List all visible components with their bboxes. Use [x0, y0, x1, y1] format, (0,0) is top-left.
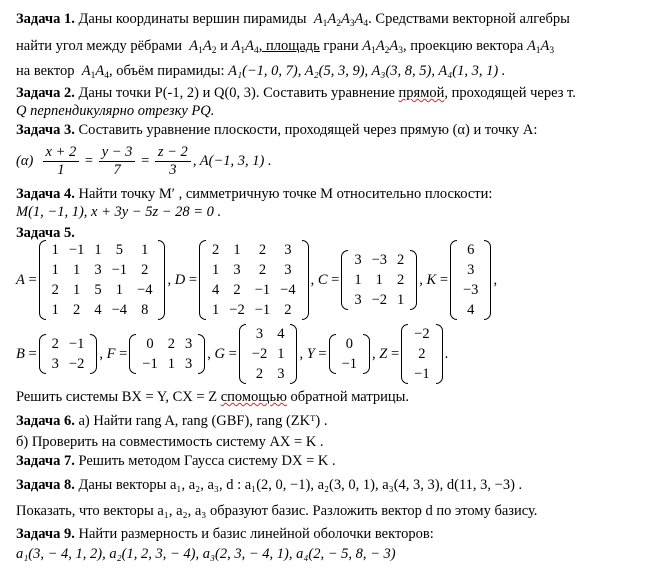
matrix-A-cell: −1 [111, 262, 128, 278]
matrix-D-cell: −1 [254, 302, 271, 318]
task7-label: Задача 7. [16, 453, 75, 469]
task3-equation: (α) $\frac{x + 2}{1}$ = $\frac{y - 3}{7}$ = $\frac{z - 2}{3}$ , A(−1, 3, 1) . [16, 143, 272, 178]
matrix-A-cell: 2 [141, 262, 149, 278]
pyramid-name: $A_1A_2A_3A_4$ [310, 11, 369, 29]
matrix-A-cell: 1 [115, 282, 123, 298]
matrix-D-cell: 1 [212, 302, 220, 318]
task4-label: Задача 4. [16, 186, 75, 202]
task6-line1: Задача 6. а) Найти rang A, rang (GBF), rang (ZKᵀ) . [16, 413, 328, 429]
matrix-A-cell: 4 [94, 302, 102, 318]
matrix-A-cell: 1 [141, 242, 149, 258]
task1-text-c: найти угол между рёбрами [16, 38, 182, 54]
task8-line2: Показать, что векторы a₁, a₂, a₃ образуют базис. Разложить вектор d по этому базису. [16, 503, 538, 519]
matrix-A-cell: 1 [94, 242, 102, 258]
matrix-D-cell: 2 [212, 242, 220, 258]
matrix-C-cell: −3 [371, 252, 388, 268]
matrix-A-cell: 2 [51, 282, 59, 298]
matrix-C-cell: 2 [397, 272, 405, 288]
task8-line1: Задача 8. Даны векторы a₁, a₂, a₃, d : a₁(2, 0, −1), a₂(3, 0, 1), a₃(4, 3, 3), d(11, 3, −3) . [16, 477, 523, 493]
matrix-A-cell: 1 [73, 282, 81, 298]
task5-solve: Решить системы BX = Y, CX = Z спомощью обратной матрицы. [16, 389, 410, 405]
matrix-D-cell: −4 [280, 282, 296, 298]
matrix-G-cell: 4 [277, 326, 285, 342]
matrix-G-cell: 3 [277, 366, 285, 382]
matrix-C-cell: −2 [371, 292, 388, 308]
task7-line1: Задача 7. Решить методом Гаусса систему DX = K . [16, 453, 336, 469]
task4-line2: M(1, −1, 1), x + 3y − 5z − 28 = 0 . [16, 204, 222, 220]
matrix-Z [401, 324, 442, 384]
matrix-A-cell: 1 [73, 262, 81, 278]
matrix-D-cell: 3 [284, 262, 292, 278]
matrix-A-cell: −4 [111, 302, 128, 318]
matrix-K-cell: 3 [467, 262, 475, 278]
matrix-A-cell: 5 [94, 282, 102, 298]
matrix-D-cell: 2 [258, 262, 267, 278]
matrix-B-cell: −1 [68, 336, 85, 352]
matrix-A-cell: 1 [51, 242, 59, 258]
task1-points: A₁(−1, 0, 7), A₂(5, 3, 9), A₃(3, 8, 5), A₄(1, 3, 1) . [228, 63, 506, 79]
matrix-C-cell: 1 [354, 272, 362, 288]
matrix-A-cell: −1 [68, 242, 85, 258]
matrix-G-cell: −2 [251, 346, 268, 362]
matrix-D-cell: 4 [212, 282, 220, 298]
matrix-F-cell: 3 [184, 336, 193, 352]
matrix-F-cell: 1 [167, 356, 175, 372]
matrix-Y-cell: 0 [345, 336, 353, 352]
matrix-D-cell: 3 [233, 262, 241, 278]
matrix-Y-cell: −1 [341, 356, 358, 372]
matrix-A-cell: −4 [137, 282, 153, 298]
matrix-C [341, 250, 417, 310]
matrix-A-cell: 1 [51, 262, 59, 278]
task1-line1 [16, 10, 570, 33]
matrix-D-cell: 2 [258, 242, 267, 258]
matrix-Y [329, 334, 370, 374]
matrix-C-cell: 3 [354, 292, 362, 308]
matrices-row2: B = 2 −1 3 −2 , F = 0 2 3 −1 1 3 , G = 3 4 −2 1 2 3 , Y = 0 −1 , Z = −2 2 −1 . [16, 326, 449, 382]
matrix-D-cell: −2 [229, 302, 245, 318]
matrix-F-cell: −1 [142, 356, 158, 372]
matrix-A-cell: 5 [115, 242, 123, 258]
matrix-F-cell: 0 [146, 336, 154, 352]
matrix-D-cell: 3 [284, 242, 292, 258]
task6-line2: б) Проверить на совместимость систему AX = K . [16, 434, 324, 450]
matrix-D-cell: 2 [233, 282, 241, 298]
matrix-D [199, 240, 309, 320]
matrix-K [450, 240, 491, 320]
matrix-A [39, 240, 166, 320]
task8-label: Задача 8. [16, 477, 75, 493]
matrix-B-cell: −2 [68, 356, 85, 372]
matrix-D-cell: 2 [284, 302, 292, 318]
task1-line2: найти угол между рёбрами $A_1A_2$ и $A_1A_4$, площадь грани $A_1A_2A_3$, проекцию вектора $A_1A_3$ [16, 38, 555, 56]
matrix-D-cell: 1 [233, 242, 241, 258]
matrix-G-cell: 3 [255, 326, 264, 342]
matrix-G [239, 324, 298, 384]
matrix-F-cell: 3 [184, 356, 193, 372]
matrix-C-cell: 1 [375, 272, 383, 288]
matrix-F-cell: 2 [167, 336, 175, 352]
matrices-row1: A = 1 −1 1 5 1 1 1 3 −1 2 2 1 5 1 −4 1 2 4 −4 8 , D = 2 1 2 3 1 3 2 3 4 2 −1 −4 1 −2 −1 2 , C = 3 −3 2 1 1 2 3 −2 1 , K = 6 3 −3 4 , [16, 242, 498, 318]
matrix-G-cell: 2 [255, 366, 264, 382]
matrix-B-cell: 2 [51, 336, 59, 352]
task2-line2: Q перпендикулярно отрезку PQ. [16, 103, 215, 119]
matrix-C-cell: 3 [354, 252, 362, 268]
task1-label: Задача 1. [16, 11, 75, 27]
task2-line1: Задача 2. Даны точки P(-1, 2) и Q(0, 3). Составить уравнение прямой, проходящей через т. [16, 85, 576, 101]
task6-label: Задача 6. [16, 413, 75, 429]
task9-line1: Задача 9. Найти размерность и базис линейной оболочки векторов: [16, 526, 434, 542]
matrix-A-cell: 8 [141, 302, 149, 318]
matrix-K-cell: −3 [463, 282, 479, 298]
matrix-D-cell: 1 [212, 262, 220, 278]
matrix-B [39, 334, 98, 374]
task9-line2: a₁(3, − 4, 1, 2), a₂(1, 2, 3, − 4), a₃(2, 3, − 4, 1), a₄(2, − 5, 8, − 3) [16, 546, 396, 562]
matrix-D-cell: −1 [254, 282, 271, 298]
task9-label: Задача 9. [16, 526, 75, 542]
matrix-B-cell: 3 [51, 356, 59, 372]
task1-text-b: . Средствами векторной алгебры [368, 11, 570, 27]
task2-label: Задача 2. [16, 85, 75, 101]
matrix-C-cell: 2 [397, 252, 405, 268]
matrix-A-cell: 2 [73, 302, 81, 318]
matrix-G-cell: 1 [277, 346, 285, 362]
matrix-A-cell: 3 [94, 262, 102, 278]
matrix-F [129, 334, 205, 374]
matrix-A-cell: 1 [51, 302, 59, 318]
matrix-K-cell: 4 [467, 302, 475, 318]
matrix-K-cell: 6 [467, 242, 475, 258]
matrix-Z-cell: −1 [414, 366, 430, 382]
task3-label: Задача 3. [16, 122, 75, 138]
task3-line1: Задача 3. Составить уравнение плоскости, проходящей через прямую (α) и точку А: [16, 122, 538, 138]
matrix-Z-cell: 2 [418, 346, 426, 362]
task1-line3: на вектор $A_1A_4$, объём пирамиды: A₁(−1, 0, 7), A₂(5, 3, 9), A₃(3, 8, 5), A₄(1, 3, 1) . [16, 63, 506, 81]
task4-line1: Задача 4. Найти точку M′ , симметричную точке M относительно плоскости: [16, 186, 493, 202]
matrix-C-cell: 1 [397, 292, 405, 308]
matrix-Z-cell: −2 [414, 326, 430, 342]
task5-label: Задача 5. [16, 225, 75, 241]
task1-text-a: Даны координаты вершин пирамиды [78, 11, 307, 27]
